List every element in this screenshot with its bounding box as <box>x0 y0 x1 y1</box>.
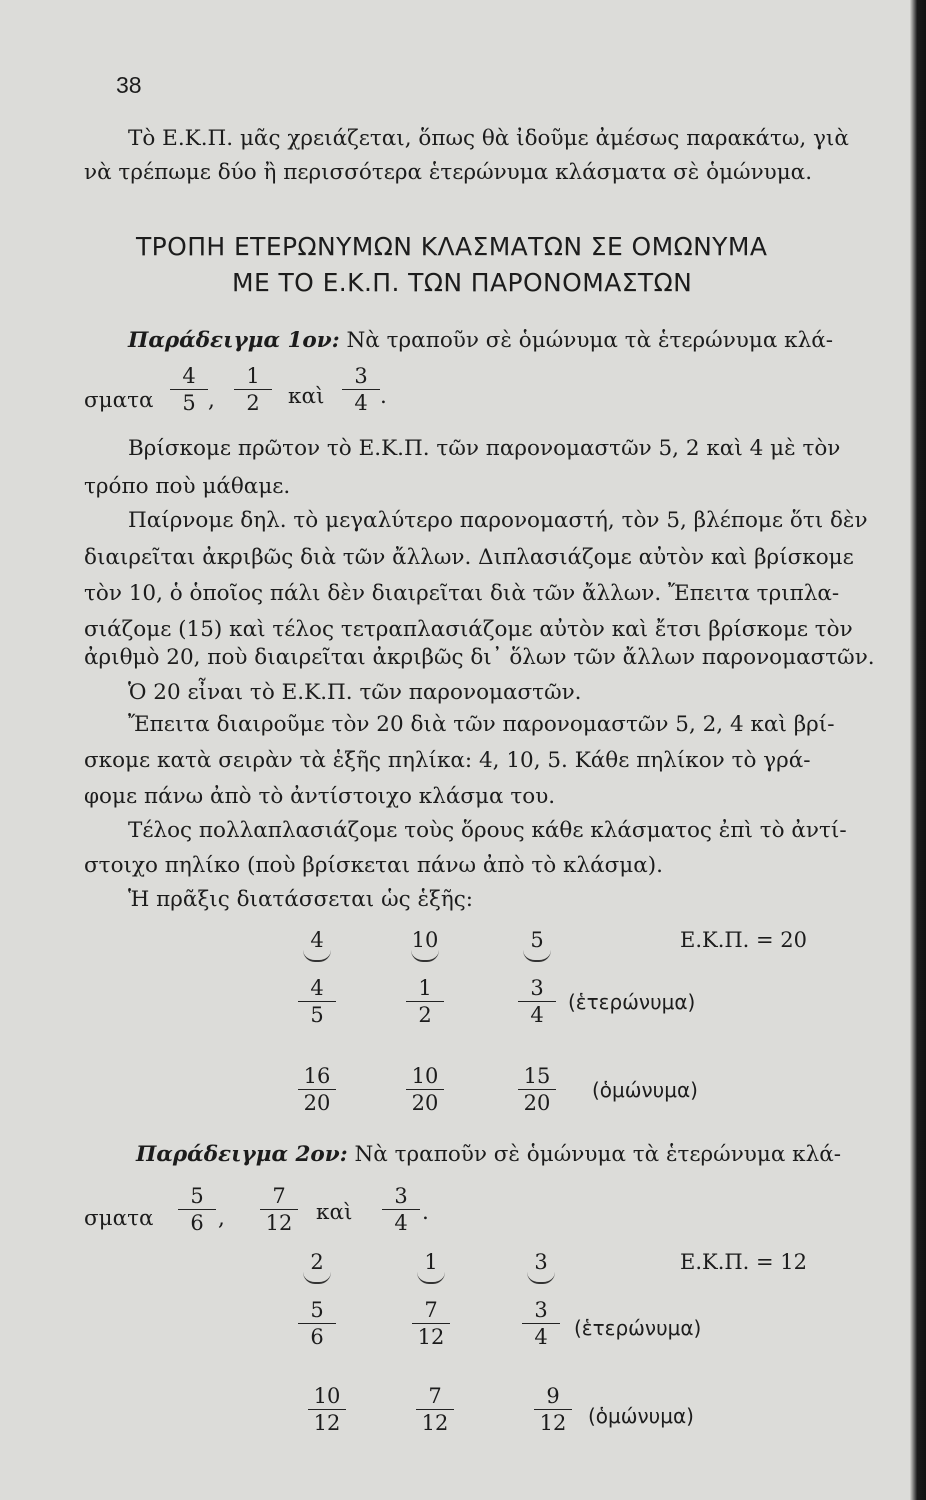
example1-text: Νὰ τραποῦν σὲ ὁμώνυμα τὰ ἑτερώνυμα κλά- <box>346 328 834 353</box>
example2-hetero-fraction-1: 5 6 <box>296 1298 338 1349</box>
example2-brace-1 <box>303 1272 331 1284</box>
example1-body-line: Βρίσκομε πρῶτον τὸ Ε.Κ.Π. τῶν παρονομαστῶν 5, 2 καὶ 4 μὲ τὸν <box>128 436 841 461</box>
example1-multiplier-2: 10 <box>411 928 439 952</box>
example1-body-line: φομε πάνω ἀπὸ τὸ ἀντίστοιχο κλάσμα του. <box>84 784 556 809</box>
example1-multiplier-3: 5 <box>530 928 544 952</box>
example2-fraction-3: 3 4 <box>380 1184 422 1235</box>
example1-body-line: ἀριθμὸ 20, ποὺ διαιρεῖται ἀκριβῶς δι᾽ ὅλων τῶν ἄλλων παρονομαστῶν. <box>84 645 875 670</box>
example1-body-line: σκομε κατὰ σειρὰν τὰ ἑξῆς πηλίκα: 4, 10, 5. Κάθε πηλίκον τὸ γρά- <box>84 748 811 773</box>
example1-hetero-fraction-3: 3 4 <box>516 976 558 1027</box>
example1-body-line: διαιρεῖται ἀκριβῶς διὰ τῶν ἄλλων. Διπλασιάζομε αὐτὸν καὶ βρίσκομε <box>84 545 854 570</box>
example1-fraction-1-sep: , <box>208 388 215 413</box>
example1-body-line: Ἔπειτα διαιροῦμε τὸν 20 διὰ τῶν παρονομαστῶν 5, 2, 4 καὶ βρί- <box>128 712 835 737</box>
intro-line-1: Τὸ Ε.Κ.Π. μᾶς χρειάζεται, ὅπως θὰ ἰδοῦμε ἀμέσως παρακάτω, γιὰ <box>128 126 849 151</box>
example2-homo-fraction-2: 7 12 <box>414 1384 456 1435</box>
example2-multiplier-3: 3 <box>534 1250 548 1274</box>
example1-body-line: στοιχο πηλίκο (ποὺ βρίσκεται πάνω ἀπὸ τὸ κλάσμα). <box>84 853 663 878</box>
example2-lcm: Ε.Κ.Π. = 12 <box>680 1250 808 1274</box>
example2-fraction-3-sep: . <box>422 1200 429 1225</box>
example2-fraction-1-sep: , <box>218 1206 225 1231</box>
example1-line2-word: σματα <box>84 388 154 413</box>
section-heading-line-1: ΤΡΟΠΗ ΕΤΕΡΩΝΥΜΩΝ ΚΛΑΣΜΑΤΩΝ ΣΕ ΟΜΩΝΥΜΑ <box>136 232 768 261</box>
example1-label: Παράδειγμα 1ον: <box>128 328 340 353</box>
section-heading-line-2: ΜΕ ΤΟ Ε.Κ.Π. ΤΩΝ ΠΑΡΟΝΟΜΑΣΤΩΝ <box>232 268 693 297</box>
example1-kai: καὶ <box>288 384 325 409</box>
example1-fraction-3-sep: . <box>380 384 387 409</box>
example1-hetero-fraction-2: 1 2 <box>404 976 446 1027</box>
example2-kai: καὶ <box>316 1200 353 1225</box>
example1-fraction-1: 4 5 <box>168 364 210 415</box>
example2-hetero-label: (ἑτερώνυμα) <box>574 1316 702 1340</box>
example1-lcm: Ε.Κ.Π. = 20 <box>680 928 808 952</box>
example1-brace-2 <box>411 950 439 962</box>
example2-homo-fraction-1: 10 12 <box>306 1384 348 1435</box>
example2-homo-fraction-3: 9 12 <box>532 1384 574 1435</box>
example2-text: Νὰ τραποῦν σὲ ὁμώνυμα τὰ ἑτερώνυμα κλά- <box>354 1142 842 1167</box>
example2-homo-label: (ὁμώνυμα) <box>588 1404 694 1428</box>
example2-brace-3 <box>527 1272 555 1284</box>
example1-body-line: Ἡ πρᾶξις διατάσσεται ὡς ἑξῆς: <box>128 887 474 912</box>
example1-body-line: Ὁ 20 εἶναι τὸ Ε.Κ.Π. τῶν παρονομαστῶν. <box>128 680 582 705</box>
example1-body-line: Τέλος πολλαπλασιάζομε τοὺς ὅρους κάθε κλάσματος ἐπὶ τὸ ἀντί- <box>128 818 847 843</box>
example2-line2-word: σματα <box>84 1206 154 1231</box>
example1-body-line: Παίρνομε δηλ. τὸ μεγαλύτερο παρονομαστή, τὸν 5, βλέπομε ὅτι δὲν <box>128 508 868 533</box>
example2-hetero-fraction-2: 7 12 <box>410 1298 452 1349</box>
example1-body-line: τὸν 10, ὁ ὁποῖος πάλι δὲν διαιρεῖται διὰ τῶν ἄλλων. Ἔπειτα τριπλα- <box>84 581 840 606</box>
example2-label: Παράδειγμα 2ον: <box>136 1142 348 1167</box>
example1-fraction-2: 1 2 <box>232 364 274 415</box>
example1-intro <box>128 328 833 354</box>
example1-homo-label: (ὁμώνυμα) <box>592 1078 698 1102</box>
example2-hetero-fraction-3: 3 4 <box>520 1298 562 1349</box>
example2-multiplier-1: 2 <box>310 1250 324 1274</box>
example1-homo-fraction-1: 16 20 <box>296 1064 338 1115</box>
example1-homo-fraction-2: 10 20 <box>404 1064 446 1115</box>
example1-hetero-label: (ἑτερώνυμα) <box>568 990 696 1014</box>
example1-homo-fraction-3: 15 20 <box>516 1064 558 1115</box>
example2-fraction-2: 7 12 <box>258 1184 300 1235</box>
page-edge-shadow <box>910 0 926 1500</box>
example1-brace-1 <box>303 950 331 962</box>
example2-brace-2 <box>417 1272 445 1284</box>
example1-body-line: σιάζομε (15) καὶ τέλος τετραπλασιάζομε αὐτὸν καὶ ἔτσι βρίσκομε τὸν <box>84 617 853 642</box>
example2-fraction-1: 5 6 <box>176 1184 218 1235</box>
example2-multiplier-2: 1 <box>424 1250 438 1274</box>
example1-body-line: τρόπο ποὺ μάθαμε. <box>84 474 291 499</box>
page-number: 38 <box>116 72 142 98</box>
example1-brace-3 <box>523 950 551 962</box>
example1-multiplier-1: 4 <box>310 928 324 952</box>
example2-intro <box>136 1142 841 1168</box>
intro-line-2: νὰ τρέπωμε δύο ἢ περισσότερα ἑτερώνυμα κλάσματα σὲ ὁμώνυμα. <box>84 160 813 185</box>
example1-fraction-3: 3 4 <box>340 364 382 415</box>
example1-hetero-fraction-1: 4 5 <box>296 976 338 1027</box>
